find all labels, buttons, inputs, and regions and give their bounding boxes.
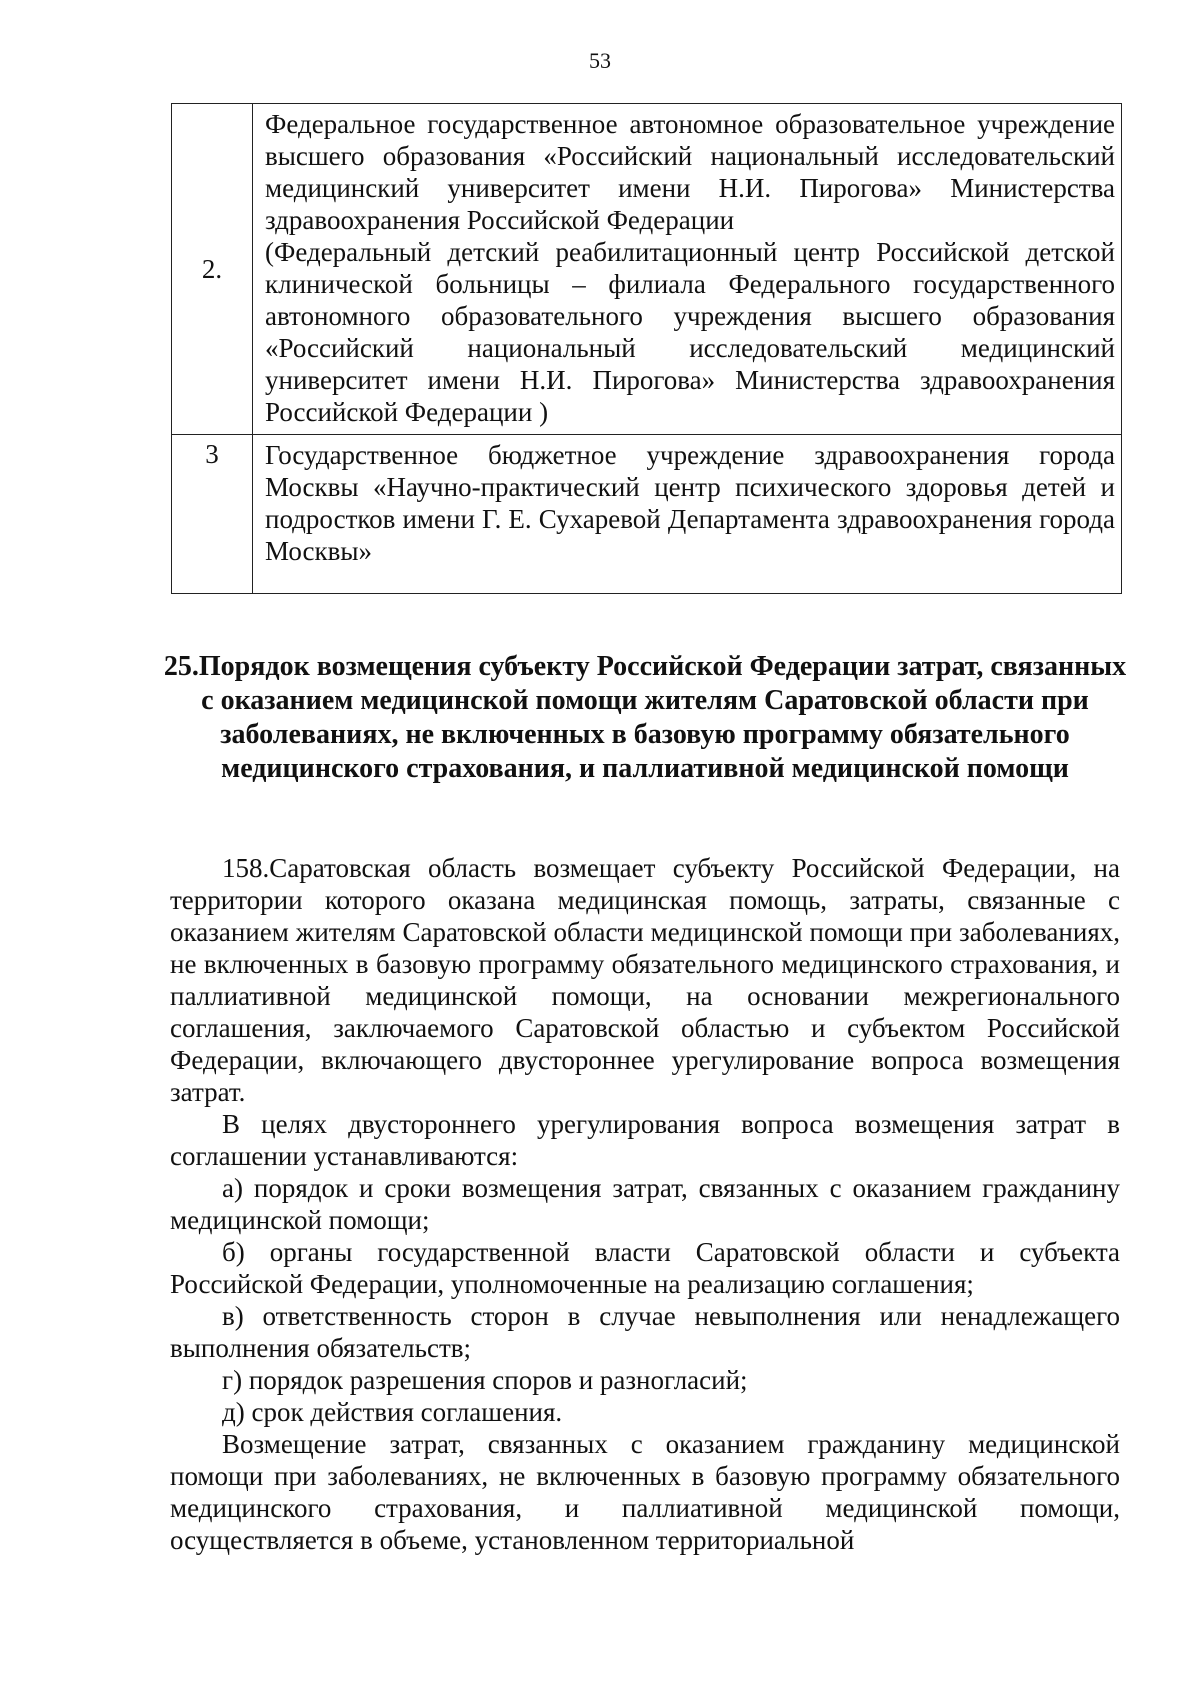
paragraph: В целях двустороннего урегулирования вопроса возмещения затрат в соглашении устанавливаются: <box>170 1109 1120 1171</box>
row-number: 3 <box>172 435 253 594</box>
organizations-table <box>171 103 1122 594</box>
list-item: г) порядок разрешения споров и разногласий; <box>222 1365 748 1395</box>
section-body <box>170 852 1120 1556</box>
section-heading: 25.Порядок возмещения субъекту Российской Федерации затрат, связанных с оказанием медицинской помощи жителям Саратовской области при заболеваниях, не включенных в базовую программу обязательного медицинского страхования, и паллиативной медицинской помощи <box>163 651 1127 784</box>
row-paragraph: Федеральное государственное автономное образовательное учреждение высшего образования «Российский национальный исследовательский медицинский университет имени Н.И. Пирогова» Министерства здравоохранения Российской Федерации <box>265 109 1115 235</box>
row-paragraph: Государственное бюджетное учреждение здравоохранения города Москвы «Научно-практический центр психического здоровья детей и подростков имени Г. Е. Сухаревой Департамента здравоохранения города Москвы» <box>265 440 1115 566</box>
row-paragraph: (Федеральный детский реабилитационный центр Российской детской клинической больницы – филиала Федерального государственного автономного образовательного учреждения высшего образования «Российский национальный исследовательский медицинский университет имени Н.И. Пирогова» Министерства здравоохранения Российской Федерации ) <box>265 237 1115 427</box>
list-item: а) порядок и сроки возмещения затрат, связанных с оказанием гражданину медицинской помощи; <box>170 1173 1120 1235</box>
list-item: д) срок действия соглашения. <box>222 1397 563 1427</box>
row-text <box>253 104 1122 435</box>
paragraph: Возмещение затрат, связанных с оказанием гражданину медицинской помощи при заболеваниях, не включенных в базовую программу обязательного медицинского страхования, и паллиативной медицинской помощи, осуществляется в объеме, установленном территориальной <box>170 1429 1120 1555</box>
row-text <box>253 435 1122 594</box>
page-number: 53 <box>589 48 611 73</box>
table-row <box>172 435 1122 594</box>
paragraph: 158.Саратовская область возмещает субъекту Российской Федерации, на территории которого оказана медицинская помощь, затраты, связанные с оказанием жителям Саратовской области медицинской помощи при заболеваниях, не включенных в базовую программу обязательного медицинского страхования, и паллиативной медицинской помощи, на основании межрегионального соглашения, заключаемого Саратовской областью и субъектом Российской Федерации, включающего двустороннее урегулирование вопроса возмещения затрат. <box>170 853 1120 1107</box>
row-number: 2. <box>172 104 253 435</box>
list-item: б) органы государственной власти Саратовской области и субъекта Российской Федерации, уполномоченные на реализацию соглашения; <box>170 1237 1120 1299</box>
table-row <box>172 104 1122 435</box>
list-item: в) ответственность сторон в случае невыполнения или ненадлежащего выполнения обязательств; <box>170 1301 1120 1363</box>
